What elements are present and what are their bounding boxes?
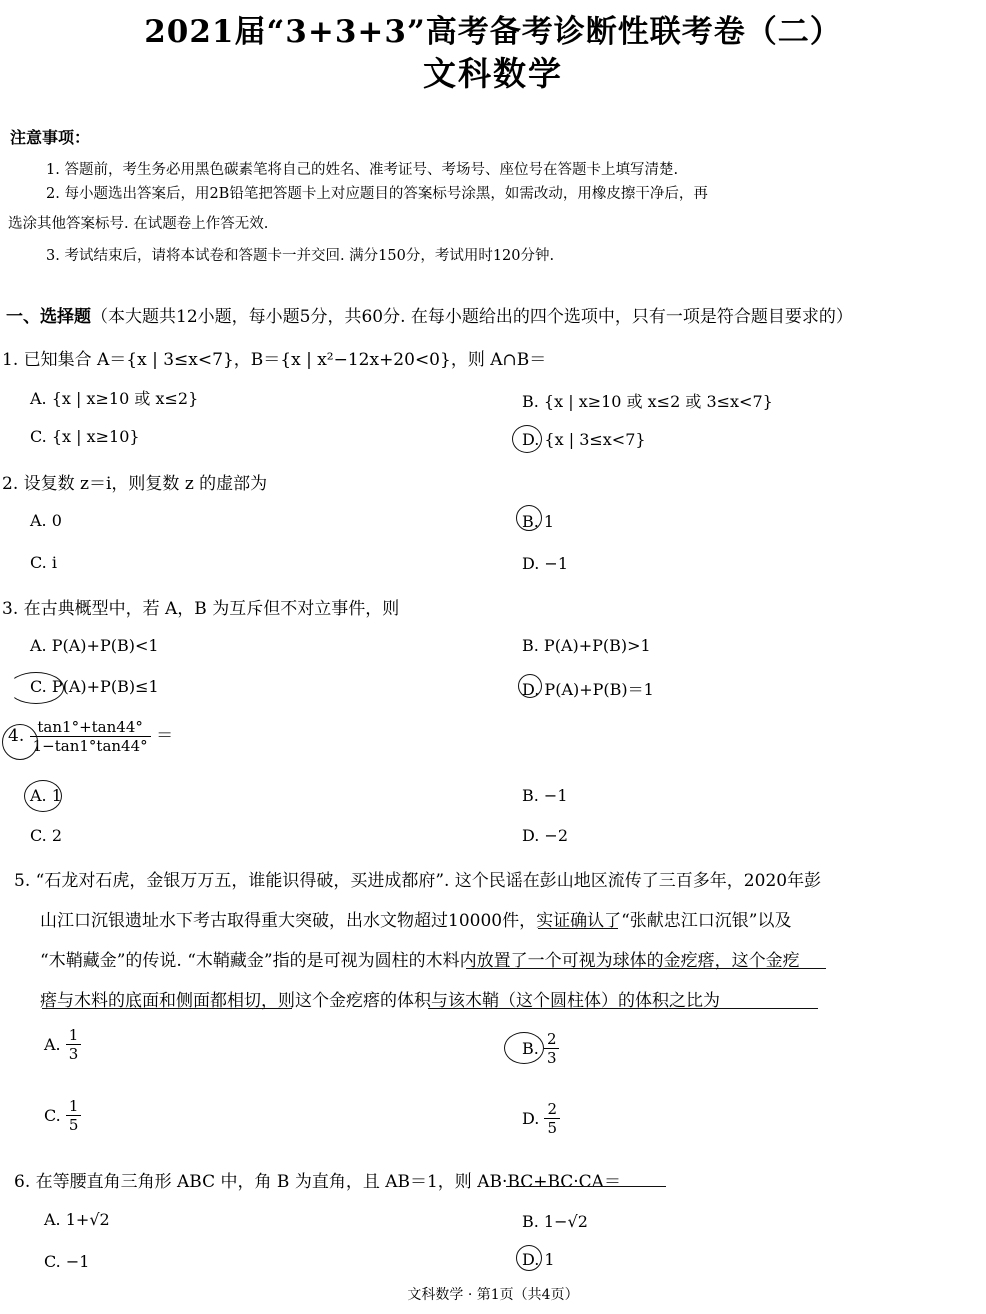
question-3-option-a: A. P(A)+P(B)<1 [30, 636, 159, 655]
question-5-stem-line-3: “木鞘藏金”的传说. “木鞘藏金”指的是可视为圆柱的木料内放置了一个可视为球体的金疙瘩，这个金疙 [40, 951, 800, 971]
question-2-option-d: D. −1 [522, 554, 569, 573]
answer-mark-q3 [518, 674, 542, 698]
question-6-stem: 6. 在等腰直角三角形 ABC 中，角 B 为直角，且 AB＝1，则 AB·BC+BC·CA＝ [14, 1172, 621, 1192]
question-5-option-b-fraction [544, 1030, 560, 1067]
fraction-numerator: 1 [66, 1097, 82, 1116]
question-4-numerator: tan1°+tan44° [30, 718, 151, 737]
question-3-stem: 3. 在古典概型中，若 A，B 为互斥但不对立事件，则 [2, 599, 400, 619]
fraction-denominator: 5 [547, 1119, 557, 1137]
question-4-equals: ＝ [156, 726, 174, 746]
question-4-denominator: 1−tan1°tan44° [32, 737, 148, 755]
question-4-fraction [30, 718, 151, 755]
question-3-option-b: B. P(A)+P(B)>1 [522, 636, 651, 655]
notice-item-2-cont: 选涂其他答案标号. 在试题卷上作答无效. [8, 216, 269, 232]
question-1-stem: 1. 已知集合 A＝{x | 3≤x<7}，B＝{x | x²−12x+20<0}，则 A∩B＝ [2, 350, 547, 370]
question-5-stem-line-4: 瘩与木料的底面和侧面都相切，则这个金疙瘩的体积与该木鞘（这个圆柱体）的体积之比为 [40, 991, 720, 1011]
answer-circle-q1 [512, 425, 542, 453]
question-6-option-c: C. −1 [44, 1252, 90, 1271]
underline-q5-c [42, 1008, 292, 1009]
question-5-option-a-fraction [66, 1026, 82, 1063]
underline-q5-d [428, 1008, 818, 1009]
question-2-option-b: B. 1 [522, 512, 555, 531]
exam-title: 2021届“3+3+3”高考备考诊断性联考卷（二） [144, 14, 842, 50]
question-2-option-a: A. 0 [30, 511, 62, 530]
fraction-denominator: 3 [546, 1049, 557, 1067]
question-5-option-a [44, 1026, 81, 1063]
question-1-option-a: A. {x | x≥10 或 x≤2} [30, 389, 199, 408]
section-heading [6, 302, 853, 327]
exam-subject: 文科数学 [423, 54, 563, 93]
question-4-number: 4. [8, 726, 25, 746]
page-footer: 文科数学 · 第1页（共4页） [407, 1287, 579, 1303]
question-4-option-a: A. 1 [30, 786, 62, 805]
question-1-option-d: D. {x | 3≤x<7} [522, 430, 646, 449]
question-3-option-d: D. P(A)+P(B)＝1 [522, 680, 654, 699]
answer-circle-q4 [24, 780, 62, 812]
question-1-option-c: C. {x | x≥10} [30, 427, 140, 446]
fraction-numerator: 2 [544, 1100, 560, 1119]
fraction-numerator: 1 [66, 1026, 82, 1045]
underline-q5-a [538, 928, 618, 929]
notice-item-1: 1. 答题前，考生务必用黑色碳素笔将自己的姓名、准考证号、考场号、座位号在答题卡上填写清楚. [46, 162, 679, 178]
notice-heading: 注意事项： [10, 128, 91, 147]
question-5-option-c-fraction [66, 1097, 82, 1134]
fraction-denominator: 5 [68, 1116, 79, 1134]
answer-mark-q4 [2, 724, 38, 760]
notice-item-2: 2. 每小题选出答案后，用2B铅笔把答题卡上对应题目的答案标号涂黑，如需改动，用橡皮擦干净后，再 [46, 186, 708, 202]
answer-circle-q6 [516, 1245, 542, 1271]
question-5-stem-line-2: 山江口沉银遗址水下考古取得重大突破，出水文物超过10000件，实证确认了“张献忠江口沉银”以及 [40, 911, 792, 931]
question-6-option-d: D. 1 [522, 1250, 555, 1269]
question-5-option-c [44, 1097, 81, 1134]
question-4-option-d: D. −2 [522, 826, 569, 845]
question-5-stem-line-1: 5. “石龙对石虎，金银万万五，谁能识得破，买进成都府”. 这个民谣在彭山地区流传了三百多年，2020年彭 [14, 871, 822, 891]
question-4-option-b: B. −1 [522, 786, 568, 805]
fraction-denominator: 3 [68, 1045, 79, 1063]
section-desc: （本大题共12小题，每小题5分，共60分. 在每小题给出的四个选项中，只有一项是符合题目要求的） [91, 307, 853, 327]
answer-circle-q3 [8, 672, 64, 704]
question-1-option-b: B. {x | x≥10 或 x≤2 或 3≤x<7} [522, 392, 773, 411]
question-6-option-b: B. 1−√2 [522, 1212, 588, 1231]
question-4-option-c: C. 2 [30, 826, 63, 845]
question-5-option-b-label: B. [522, 1039, 539, 1058]
question-3-option-c: C. P(A)+P(B)≤1 [30, 677, 159, 696]
question-5-option-d-label: D. [522, 1109, 540, 1128]
underline-q6 [506, 1186, 666, 1187]
fraction-numerator: 2 [544, 1030, 560, 1049]
question-5-option-d [522, 1100, 560, 1137]
question-2-option-c: C. i [30, 553, 57, 572]
section-title: 一、选择题 [6, 307, 91, 327]
notice-item-3: 3. 考试结束后，请将本试卷和答题卡一并交回. 满分150分，考试用时120分钟. [46, 248, 555, 264]
underline-q5-b [466, 968, 826, 969]
answer-circle-q5 [504, 1032, 544, 1064]
question-2-stem: 2. 设复数 z＝i，则复数 z 的虚部为 [2, 474, 268, 494]
question-6-option-a: A. 1+√2 [44, 1210, 110, 1229]
answer-circle-q2 [516, 505, 542, 531]
question-5-option-d-fraction [544, 1100, 560, 1137]
question-5-option-c-label: C. [44, 1106, 61, 1125]
question-5-option-a-label: A. [44, 1035, 61, 1054]
